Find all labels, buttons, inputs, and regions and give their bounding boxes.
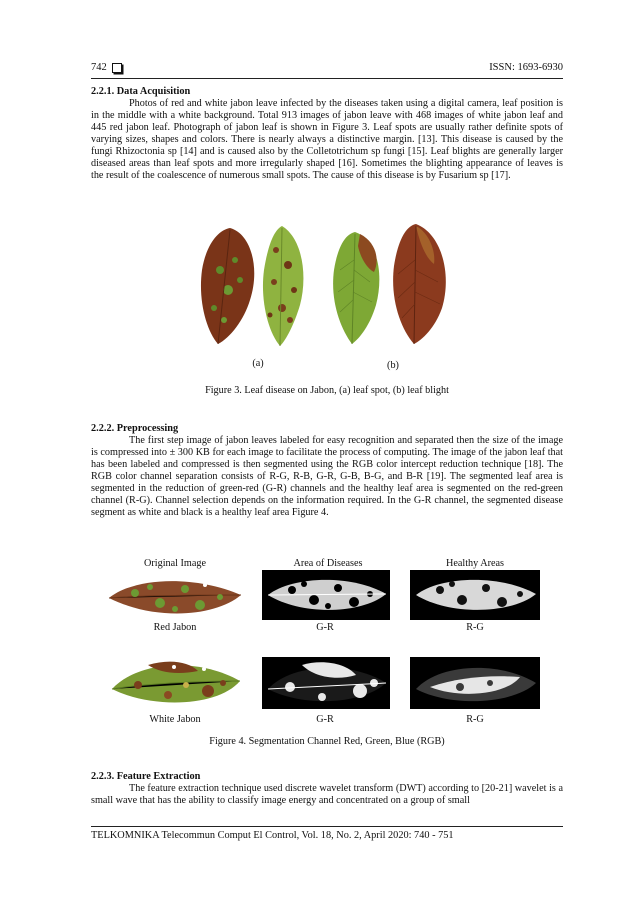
leaf-spot-image-2 <box>263 226 303 346</box>
section-data-acquisition <box>91 86 563 182</box>
running-header <box>91 62 563 76</box>
section-title: 2.2.2. Preprocessing <box>91 423 179 434</box>
white-jabon-label: White Jabon <box>149 714 201 725</box>
footer-rule <box>91 826 563 827</box>
white-jabon-disease-segment <box>262 657 390 709</box>
red-jabon-healthy-label: R-G <box>466 622 484 633</box>
leaf-blight-image-2 <box>393 224 446 344</box>
section-title: 2.2.3. Feature Extraction <box>91 771 201 782</box>
square-ornament-icon <box>112 63 122 73</box>
leaf-spot-image-1 <box>201 228 254 344</box>
figure-3-caption: Figure 3. Leaf disease on Jabon, (a) leaf spot, (b) leaf blight <box>205 385 449 396</box>
section-preprocessing <box>91 423 563 519</box>
red-jabon-label: Red Jabon <box>153 622 197 633</box>
figure-3-label-a: (a) <box>252 358 264 369</box>
figure-4-column-disease: Area of Diseases <box>293 558 363 569</box>
section-body: The feature extraction technique used discrete wavelet transform (DWT) according to [20-21] wavelet is a small wave that has the ability to classify image energy and concentrated on a group of small <box>91 783 563 806</box>
issn: ISSN: 1693-6930 <box>489 62 563 73</box>
figure-4-column-healthy: Healthy Areas <box>446 558 504 569</box>
section-title: 2.2.1. Data Acquisition <box>91 86 191 97</box>
leaf-blight-image-1 <box>333 232 379 344</box>
white-jabon-original-image <box>108 655 243 710</box>
header-rule <box>91 78 563 79</box>
white-jabon-healthy-label: R-G <box>466 714 484 725</box>
section-feature-extraction <box>91 771 563 807</box>
figure-3-label-b: (b) <box>387 360 399 371</box>
white-jabon-healthy-segment <box>410 657 540 709</box>
red-jabon-disease-segment <box>262 570 390 620</box>
red-jabon-original-image <box>105 573 245 623</box>
white-jabon-disease-label: G-R <box>316 714 334 725</box>
figure-4-column-original: Original Image <box>144 558 206 569</box>
figure-4-caption: Figure 4. Segmentation Channel Red, Green, Blue (RGB) <box>209 736 445 747</box>
page-number: 742 <box>91 62 107 73</box>
section-body: The first step image of jabon leaves labeled for easy recognition and separated then the size of the image is compressed into ± 300 KB for each image to facilitate the process of computing. The image of the jabon leaf that has been labeled and compressed is then segmented using the RGB color intercept reduction technique [18]. The RGB color channel separation consists of R-G, R-B, G-R, G-B, B-G, and B-R [19]. The segmented leaf area is segmented in the reduction of green-red (G-R) channels and the healthy leaf area is segmented on the red-green channel (R-G). Channel selection depends on the information required. In the G-R channel, the segmented disease segment as white and black is a healthy leaf area Figure 4. <box>91 435 563 518</box>
running-footer: TELKOMNIKA Telecommun Comput El Control, Vol. 18, No. 2, April 2020: 740 - 751 <box>91 830 454 841</box>
red-jabon-disease-label: G-R <box>316 622 334 633</box>
figure-3-leaf-photos <box>190 220 460 350</box>
section-body: Photos of red and white jabon leave infected by the diseases taken using a digital camera, leaf position is in the middle with a white background. Total 913 images of jabon leave with 468 images of white jabon leaf and 445 red jabon leaf. Photograph of jabon leaf is shown in Figure 3. Leaf spots are usually rather definite spots of varying sizes, shapes and colors. There is nearly always a distinctive margin. [13]. This disease is caused by the fungi Rhizoctonia sp [14] and is caused also by the Colletotrichum sp fungi [15]. Leaf blights are generally larger diseased areas than leaf spots and more irregularly shaped [16]. Sometimes the blighting appearance of leaves is the result of the coalescence of numerous small spots. The cause of this disease is by Fusarium sp [17]. <box>91 98 563 181</box>
red-jabon-healthy-segment <box>410 570 540 620</box>
